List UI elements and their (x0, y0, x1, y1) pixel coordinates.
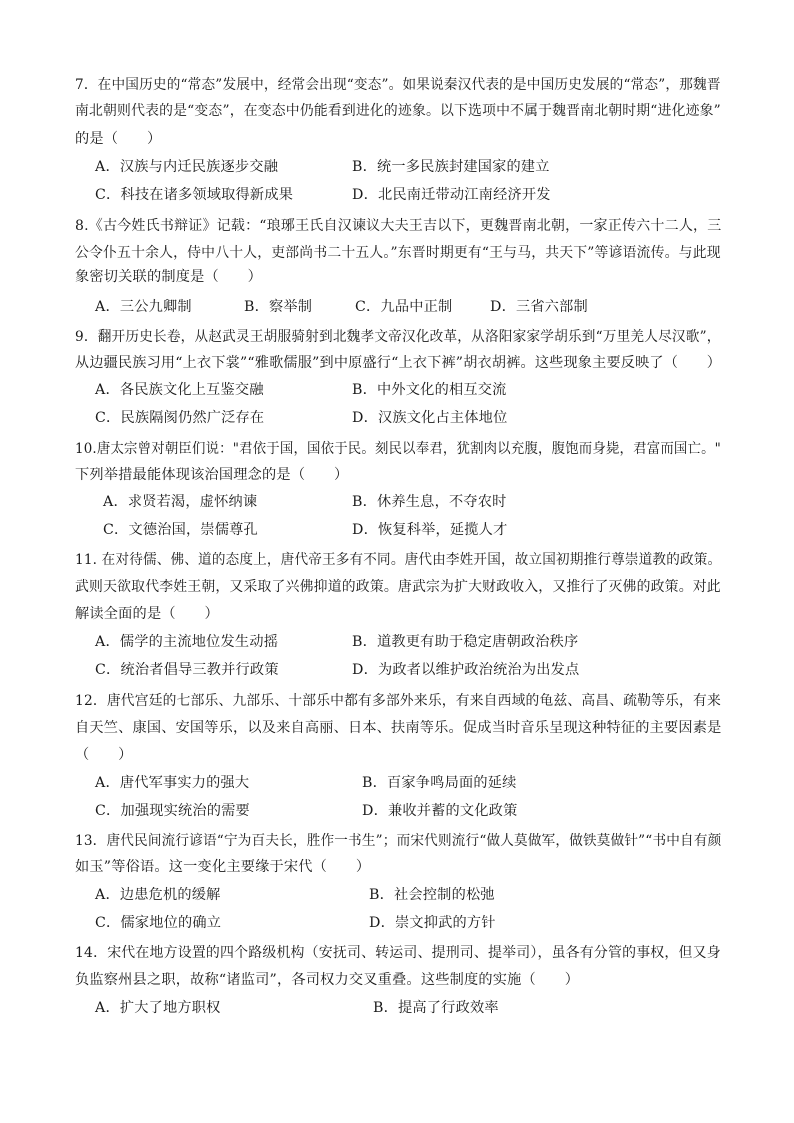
question-12-option-C: C．加强现实统治的需要 (95, 803, 250, 819)
question-10-option-C: C．文德治国，崇儒尊孔 (103, 522, 258, 538)
question-12-option-A: A．唐代军事实力的强大 (95, 775, 250, 791)
question-8-option-A: A．三公九卿制 (95, 299, 192, 315)
question-11-option-A: A．儒学的主流地位发生动摇 (95, 634, 279, 650)
question-9-option-B: B．中外文化的相互交流 (352, 382, 507, 398)
question-8-option-D: D．三省六部制 (490, 299, 588, 315)
question-9-option-D: D．汉族文化占主体地位 (352, 410, 508, 426)
question-11-option-B: B．道教更有助于稳定唐朝政治秩序 (352, 634, 579, 650)
question-7-line: 7．在中国历史的“常态”发展中，经常会出现“变态”。如果说秦汉代表的是中国历史发展的“常态”，那魏晋 (75, 77, 721, 93)
question-13-option-B: B．社会控制的松弛 (369, 887, 495, 903)
question-9-option-A: A．各民族文化上互鉴交融 (95, 382, 264, 398)
question-9-line: 9．翻开历史长卷，从赵武灵王胡服骑射到北魏孝文帝汉化改革，从洛阳家家学胡乐到“万里羌人尽汉歌”， (75, 329, 721, 345)
question-12-line: 自天竺、康国、安国等乐，以及来自高丽、日本、扶南等乐。促成当时音乐呈现这种特征的主要因素是 (75, 720, 722, 736)
question-8-line: 象密切关联的制度是（ ） (75, 269, 263, 285)
question-9-option-C: C．民族隔阂仍然广泛存在 (95, 410, 265, 426)
question-8-line: 公令仆五十余人，侍中八十人，吏部尚书二十五人。”东晋时期更有“王与马，共天下”等谚语流传。与此现 (75, 245, 721, 261)
question-11-line: 解读全面的是（ ） (75, 606, 219, 622)
question-8-option-B: B．察举制 (244, 299, 313, 315)
question-7-option-A: A．汉族与内迁民族逐步交融 (95, 159, 279, 175)
question-9-line: 从边疆民族习用“上衣下裳”“雅歌儒服”到中原盛行“上衣下裤”胡衣胡裤。这些现象主要反映了（ ） (75, 355, 722, 371)
question-7-line: 的是（ ） (75, 131, 162, 147)
question-7-option-D: D．北民南迁带动江南经济开发 (352, 187, 551, 203)
question-7-option-B: B．统一多民族封建国家的建立 (352, 159, 550, 175)
question-13-option-A: A．边患危机的缓解 (95, 887, 221, 903)
question-14-option-B: B．提高了行政效率 (373, 1000, 499, 1016)
question-11-line: 武则天欲取代李姓王朝，又采取了兴佛抑道的政策。唐武宗为扩大财政收入，又推行了灭佛的政策。对此 (75, 579, 721, 595)
question-14-line: 负监察州县之职，故称“诸监司”，各司权力交叉重叠。这些制度的实施（ ） (75, 972, 580, 988)
question-8-line: 8.《古今姓氏书辩证》记载：“琅琊王氏自汉谏议大夫王吉以下，更魏晋南北朝，一家正传六十二人，三 (75, 218, 722, 234)
question-12-option-D: D．兼收并蓄的文化政策 (362, 803, 518, 819)
question-8-option-C: C．九品中正制 (355, 299, 453, 315)
question-10-option-D: D．恢复科举，延揽人才 (352, 522, 508, 538)
question-7-option-C: C．科技在诸多领域取得新成果 (95, 187, 294, 203)
question-10-line: 10.唐太宗曾对朝臣们说："君依于国，国依于民。刻民以奉君，犹割肉以充腹，腹饱而身毙，君富而国亡。" (75, 441, 722, 457)
question-11-line: 11. 在对待儒、佛、道的态度上，唐代帝王多有不同。唐代由李姓开国，故立国初期推行尊崇道教的政策。 (75, 552, 722, 568)
question-10-option-B: B．休养生息，不夺农时 (352, 494, 507, 510)
question-12-line: （ ） (75, 747, 133, 763)
question-12-option-B: B．百家争鸣局面的延续 (362, 775, 517, 791)
question-13-option-C: C．儒家地位的确立 (95, 915, 222, 931)
question-11-option-D: D．为政者以维护政治统治为出发点 (352, 662, 580, 678)
question-13-line: 13．唐代民间流行谚语“宁为百夫长，胜作一书生”；而宋代则流行“做人莫做军，做铁莫做针”“书中自有颜 (75, 833, 722, 849)
question-11-option-C: C．统治者倡导三教并行政策 (95, 662, 279, 678)
question-7-line: 南北朝则代表的是“变态”，在变态中仍能看到进化的迹象。以下选项中不属于魏晋南北朝时期“进化迹象” (75, 103, 721, 119)
question-10-option-A: A．求贤若渴，虚怀纳谏 (103, 494, 258, 510)
question-14-line: 14．宋代在地方设置的四个路级机构（安抚司、转运司、提刑司、提举司），虽各有分管的事权，但又身 (75, 945, 721, 961)
question-14-option-A: A．扩大了地方职权 (95, 1000, 221, 1016)
question-12-line: 12．唐代宫廷的七部乐、九部乐、十部乐中都有多部外来乐，有来自西域的龟兹、高昌、疏勒等乐，有来 (75, 693, 721, 709)
question-10-line: 下列举措最能体现该治国理念的是（ ） (75, 467, 349, 483)
question-13-line: 如玉”等俗语。这一变化主要缘于宋代（ ） (75, 859, 371, 875)
question-13-option-D: D．崇文抑武的方针 (369, 915, 496, 931)
